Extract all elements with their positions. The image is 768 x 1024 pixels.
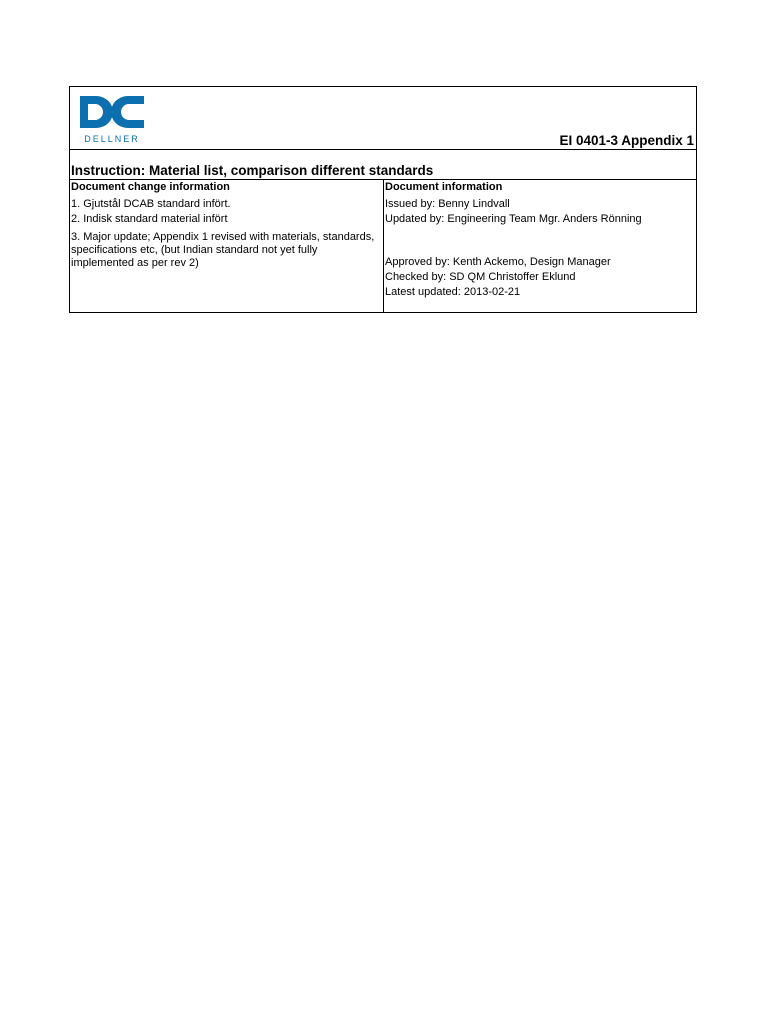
latest-updated: Latest updated: 2013-02-21 <box>385 286 521 298</box>
doc-info-column <box>384 180 696 312</box>
document-title: Instruction: Material list, comparison different standards <box>71 163 434 178</box>
title-row <box>70 150 696 180</box>
approved-by: Approved by: Kenth Ackemo, Design Manager <box>385 256 611 268</box>
dellner-logo-icon <box>78 94 146 144</box>
logo-text: DELLNER <box>84 134 140 144</box>
doc-info-heading: Document information <box>385 181 503 193</box>
change-item: 3. Major update; Appendix 1 revised with materials, standards, specifications etc, (but Indian standard not yet fully implemented as per rev 2) <box>71 231 375 269</box>
checked-by: Checked by: SD QM Christoffer Eklund <box>385 271 576 283</box>
issued-by: Issued by: Benny Lindvall <box>385 198 510 210</box>
updated-by: Updated by: Engineering Team Mgr. Anders Rönning <box>385 213 642 225</box>
document-info-table <box>69 86 697 313</box>
header-row <box>70 87 696 150</box>
document-id: EI 0401-3 Appendix 1 <box>559 133 694 148</box>
change-item: 2. Indisk standard material infört <box>71 213 228 225</box>
change-item: 1. Gjutstål DCAB standard infört. <box>71 198 231 210</box>
change-info-column <box>70 180 384 312</box>
change-info-heading: Document change information <box>71 181 230 193</box>
